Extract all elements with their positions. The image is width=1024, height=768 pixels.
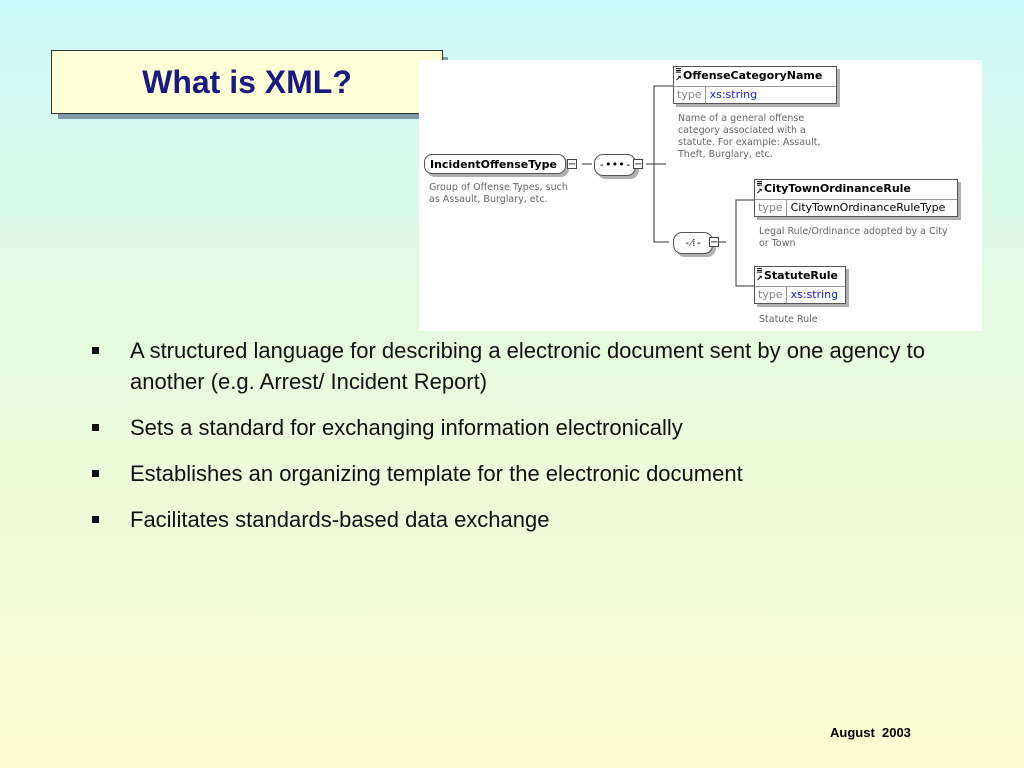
bullet-square-icon — [92, 516, 99, 523]
connector-seq-choice — [654, 164, 669, 242]
connector-choice-city — [736, 200, 754, 242]
footer-date: August 2003 — [830, 725, 911, 740]
connector-choice-statute — [736, 242, 754, 286]
choice-compositor-icon: -⁄⁞- — [673, 232, 713, 254]
list-item: Facilitates standards-based data exchange — [92, 504, 962, 535]
list-item: Establishes an organizing template for the electronic document — [92, 458, 962, 489]
offense-category-description: Name of a general offense category associated with a statute. For example: Assault, Theft, Burglary, etc. — [678, 113, 821, 160]
root-type-box — [424, 154, 566, 174]
element-icon: ≡ ↗ — [756, 266, 763, 283]
root-description: Group of Offense Types, such as Assault, Burglary, etc. — [429, 182, 568, 205]
element-city-town-ordinance-rule: ≡ ↗ CityTownOrdinanceRule type CityTownOrdinanceRuleType — [754, 179, 958, 217]
schema-diagram — [419, 60, 982, 331]
root-collapse-icon[interactable]: − — [568, 159, 577, 170]
bullet-square-icon — [92, 347, 99, 354]
sequence-compositor-icon: -•••- — [594, 154, 636, 176]
connector-seq-offense — [654, 86, 673, 164]
sequence-collapse-icon[interactable]: − — [634, 159, 643, 170]
list-item: Sets a standard for exchanging information electronically — [92, 412, 962, 443]
bullet-square-icon — [92, 424, 99, 431]
title-box — [51, 50, 443, 114]
city-town-ordinance-description: Legal Rule/Ordinance adopted by a City or Town — [759, 226, 948, 249]
bullet-square-icon — [92, 470, 99, 477]
element-statute-rule: ≡ ↗ StatuteRule type xs:string — [754, 266, 846, 304]
bullet-list — [92, 335, 962, 550]
list-item: A structured language for describing a electronic document sent by one agency to another (e.g. Arrest/ Incident Report) — [92, 335, 962, 397]
element-icon: ≡ ↗ — [675, 66, 682, 83]
root-type-name: IncidentOffenseType — [430, 158, 557, 171]
slide-title: What is XML? — [142, 63, 352, 100]
choice-collapse-icon[interactable]: − — [710, 237, 719, 248]
statute-rule-description: Statute Rule — [759, 314, 818, 325]
element-icon: ≡ ↗ — [756, 179, 763, 196]
element-offense-category-name: ≡ ↗ OffenseCategoryName type xs:string — [673, 66, 837, 104]
